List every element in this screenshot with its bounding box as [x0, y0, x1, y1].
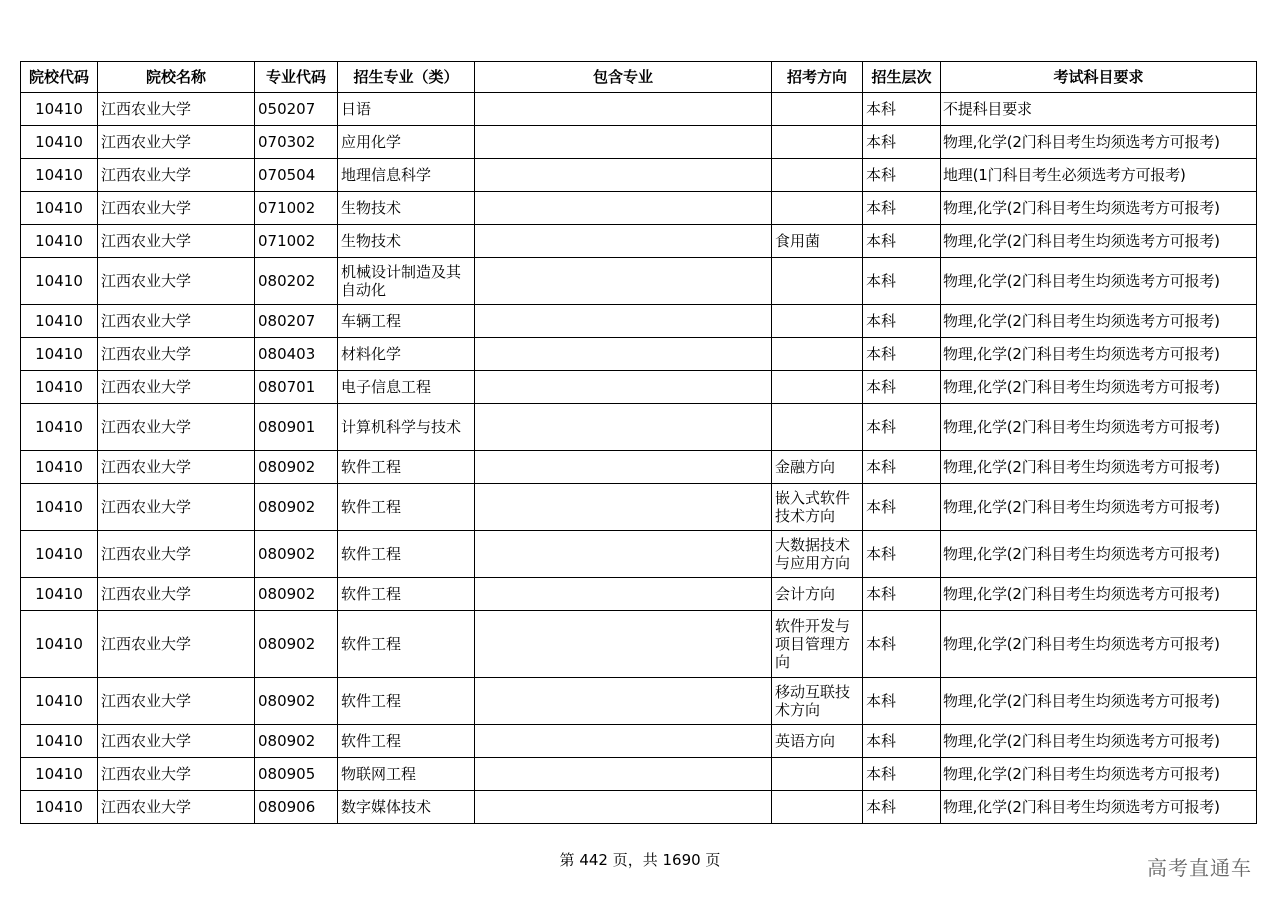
school-code-cell: 10410	[21, 225, 98, 258]
requirement-cell: 物理,化学(2门科目考生均须选考方可报考)	[941, 258, 1257, 305]
school-name-cell: 江西农业大学	[98, 225, 255, 258]
direction-cell	[772, 126, 863, 159]
table-row	[21, 371, 1257, 404]
school-code-cell: 10410	[21, 791, 98, 824]
requirement-cell: 物理,化学(2门科目考生均须选考方可报考)	[941, 578, 1257, 611]
includes-cell	[475, 192, 772, 225]
level-cell: 本科	[863, 338, 941, 371]
school-code-cell: 10410	[21, 159, 98, 192]
major-cell: 日语	[338, 93, 475, 126]
table-row	[21, 126, 1257, 159]
col-header-includes: 包含专业	[475, 62, 772, 93]
major-cell: 电子信息工程	[338, 371, 475, 404]
major-code-cell: 070504	[255, 159, 338, 192]
school-name-cell: 江西农业大学	[98, 758, 255, 791]
level-cell: 本科	[863, 451, 941, 484]
school-name-cell: 江西农业大学	[98, 93, 255, 126]
requirement-cell: 不提科目要求	[941, 93, 1257, 126]
requirement-cell: 物理,化学(2门科目考生均须选考方可报考)	[941, 611, 1257, 678]
requirement-cell: 地理(1门科目考生必须选考方可报考)	[941, 159, 1257, 192]
school-code-cell: 10410	[21, 404, 98, 451]
requirement-cell: 物理,化学(2门科目考生均须选考方可报考)	[941, 338, 1257, 371]
major-code-cell: 080403	[255, 338, 338, 371]
direction-cell	[772, 338, 863, 371]
watermark: 高考直通车	[1147, 856, 1252, 880]
col-header-school-code: 院校代码	[21, 62, 98, 93]
includes-cell	[475, 126, 772, 159]
table-row	[21, 159, 1257, 192]
level-cell: 本科	[863, 404, 941, 451]
table-row	[21, 484, 1257, 531]
includes-cell	[475, 611, 772, 678]
direction-cell: 食用菌	[772, 225, 863, 258]
school-code-cell: 10410	[21, 451, 98, 484]
level-cell: 本科	[863, 725, 941, 758]
col-header-major: 招生专业（类）	[338, 62, 475, 93]
major-code-cell: 080902	[255, 578, 338, 611]
requirement-cell: 物理,化学(2门科目考生均须选考方可报考)	[941, 305, 1257, 338]
school-name-cell: 江西农业大学	[98, 611, 255, 678]
level-cell: 本科	[863, 225, 941, 258]
admission-table	[20, 61, 1257, 824]
major-code-cell: 080905	[255, 758, 338, 791]
includes-cell	[475, 258, 772, 305]
requirement-cell: 物理,化学(2门科目考生均须选考方可报考)	[941, 404, 1257, 451]
school-name-cell: 江西农业大学	[98, 371, 255, 404]
includes-cell	[475, 159, 772, 192]
major-cell: 物联网工程	[338, 758, 475, 791]
school-code-cell: 10410	[21, 126, 98, 159]
includes-cell	[475, 758, 772, 791]
table-row	[21, 758, 1257, 791]
table-header-row	[21, 62, 1257, 93]
table-row	[21, 791, 1257, 824]
school-code-cell: 10410	[21, 371, 98, 404]
level-cell: 本科	[863, 305, 941, 338]
school-name-cell: 江西农业大学	[98, 578, 255, 611]
major-cell: 生物技术	[338, 192, 475, 225]
table-row	[21, 225, 1257, 258]
major-code-cell: 080902	[255, 678, 338, 725]
major-cell: 地理信息科学	[338, 159, 475, 192]
direction-cell	[772, 258, 863, 305]
school-name-cell: 江西农业大学	[98, 258, 255, 305]
major-cell: 软件工程	[338, 725, 475, 758]
table-row	[21, 611, 1257, 678]
school-code-cell: 10410	[21, 725, 98, 758]
table-row	[21, 338, 1257, 371]
includes-cell	[475, 725, 772, 758]
table-row	[21, 258, 1257, 305]
level-cell: 本科	[863, 791, 941, 824]
table-body	[21, 93, 1257, 824]
school-code-cell: 10410	[21, 578, 98, 611]
requirement-cell: 物理,化学(2门科目考生均须选考方可报考)	[941, 451, 1257, 484]
major-code-cell: 080902	[255, 484, 338, 531]
level-cell: 本科	[863, 578, 941, 611]
school-code-cell: 10410	[21, 192, 98, 225]
page-number: 第 442 页，共 1690 页	[559, 851, 721, 869]
col-header-level: 招生层次	[863, 62, 941, 93]
level-cell: 本科	[863, 371, 941, 404]
table-row	[21, 404, 1257, 451]
school-name-cell: 江西农业大学	[98, 305, 255, 338]
major-cell: 数字媒体技术	[338, 791, 475, 824]
level-cell: 本科	[863, 258, 941, 305]
major-code-cell: 071002	[255, 192, 338, 225]
major-code-cell: 080902	[255, 531, 338, 578]
includes-cell	[475, 484, 772, 531]
level-cell: 本科	[863, 192, 941, 225]
table-row	[21, 678, 1257, 725]
col-header-school-name: 院校名称	[98, 62, 255, 93]
direction-cell	[772, 93, 863, 126]
level-cell: 本科	[863, 126, 941, 159]
major-cell: 计算机科学与技术	[338, 404, 475, 451]
table-row	[21, 531, 1257, 578]
major-cell: 软件工程	[338, 578, 475, 611]
table-row	[21, 451, 1257, 484]
level-cell: 本科	[863, 611, 941, 678]
table-row	[21, 93, 1257, 126]
table-row	[21, 305, 1257, 338]
major-cell: 车辆工程	[338, 305, 475, 338]
col-header-direction: 招考方向	[772, 62, 863, 93]
level-cell: 本科	[863, 678, 941, 725]
includes-cell	[475, 451, 772, 484]
includes-cell	[475, 225, 772, 258]
school-name-cell: 江西农业大学	[98, 338, 255, 371]
school-code-cell: 10410	[21, 758, 98, 791]
includes-cell	[475, 578, 772, 611]
school-code-cell: 10410	[21, 305, 98, 338]
includes-cell	[475, 531, 772, 578]
col-header-major-code: 专业代码	[255, 62, 338, 93]
school-name-cell: 江西农业大学	[98, 404, 255, 451]
direction-cell	[772, 758, 863, 791]
school-name-cell: 江西农业大学	[98, 451, 255, 484]
table-row	[21, 578, 1257, 611]
direction-cell	[772, 159, 863, 192]
direction-cell	[772, 192, 863, 225]
col-header-requirement: 考试科目要求	[941, 62, 1257, 93]
school-name-cell: 江西农业大学	[98, 531, 255, 578]
major-code-cell: 080701	[255, 371, 338, 404]
level-cell: 本科	[863, 531, 941, 578]
direction-cell	[772, 791, 863, 824]
includes-cell	[475, 404, 772, 451]
requirement-cell: 物理,化学(2门科目考生均须选考方可报考)	[941, 791, 1257, 824]
major-code-cell: 080207	[255, 305, 338, 338]
major-cell: 软件工程	[338, 484, 475, 531]
major-cell: 生物技术	[338, 225, 475, 258]
school-name-cell: 江西农业大学	[98, 791, 255, 824]
includes-cell	[475, 371, 772, 404]
school-name-cell: 江西农业大学	[98, 192, 255, 225]
includes-cell	[475, 93, 772, 126]
major-code-cell: 080902	[255, 451, 338, 484]
level-cell: 本科	[863, 159, 941, 192]
major-code-cell: 050207	[255, 93, 338, 126]
direction-cell: 大数据技术与应用方向	[772, 531, 863, 578]
major-cell: 软件工程	[338, 451, 475, 484]
school-code-cell: 10410	[21, 678, 98, 725]
direction-cell: 金融方向	[772, 451, 863, 484]
direction-cell: 英语方向	[772, 725, 863, 758]
requirement-cell: 物理,化学(2门科目考生均须选考方可报考)	[941, 126, 1257, 159]
direction-cell: 嵌入式软件技术方向	[772, 484, 863, 531]
major-cell: 应用化学	[338, 126, 475, 159]
level-cell: 本科	[863, 484, 941, 531]
includes-cell	[475, 678, 772, 725]
school-code-cell: 10410	[21, 531, 98, 578]
table-row	[21, 725, 1257, 758]
major-cell: 材料化学	[338, 338, 475, 371]
requirement-cell: 物理,化学(2门科目考生均须选考方可报考)	[941, 678, 1257, 725]
school-code-cell: 10410	[21, 484, 98, 531]
school-name-cell: 江西农业大学	[98, 725, 255, 758]
major-code-cell: 080902	[255, 725, 338, 758]
major-cell: 软件工程	[338, 531, 475, 578]
direction-cell: 移动互联技术方向	[772, 678, 863, 725]
major-cell: 软件工程	[338, 678, 475, 725]
direction-cell: 会计方向	[772, 578, 863, 611]
requirement-cell: 物理,化学(2门科目考生均须选考方可报考)	[941, 371, 1257, 404]
major-code-cell: 070302	[255, 126, 338, 159]
school-code-cell: 10410	[21, 258, 98, 305]
school-name-cell: 江西农业大学	[98, 484, 255, 531]
major-code-cell: 080901	[255, 404, 338, 451]
school-name-cell: 江西农业大学	[98, 159, 255, 192]
school-name-cell: 江西农业大学	[98, 678, 255, 725]
requirement-cell: 物理,化学(2门科目考生均须选考方可报考)	[941, 725, 1257, 758]
school-code-cell: 10410	[21, 338, 98, 371]
level-cell: 本科	[863, 93, 941, 126]
major-code-cell: 080906	[255, 791, 338, 824]
table-row	[21, 192, 1257, 225]
requirement-cell: 物理,化学(2门科目考生均须选考方可报考)	[941, 225, 1257, 258]
direction-cell: 软件开发与项目管理方向	[772, 611, 863, 678]
major-cell: 软件工程	[338, 611, 475, 678]
major-code-cell: 071002	[255, 225, 338, 258]
direction-cell	[772, 305, 863, 338]
requirement-cell: 物理,化学(2门科目考生均须选考方可报考)	[941, 192, 1257, 225]
major-code-cell: 080902	[255, 611, 338, 678]
includes-cell	[475, 305, 772, 338]
major-code-cell: 080202	[255, 258, 338, 305]
requirement-cell: 物理,化学(2门科目考生均须选考方可报考)	[941, 758, 1257, 791]
includes-cell	[475, 338, 772, 371]
includes-cell	[475, 791, 772, 824]
requirement-cell: 物理,化学(2门科目考生均须选考方可报考)	[941, 531, 1257, 578]
school-name-cell: 江西农业大学	[98, 126, 255, 159]
requirement-cell: 物理,化学(2门科目考生均须选考方可报考)	[941, 484, 1257, 531]
school-code-cell: 10410	[21, 93, 98, 126]
school-code-cell: 10410	[21, 611, 98, 678]
level-cell: 本科	[863, 758, 941, 791]
direction-cell	[772, 371, 863, 404]
direction-cell	[772, 404, 863, 451]
major-cell: 机械设计制造及其自动化	[338, 258, 475, 305]
